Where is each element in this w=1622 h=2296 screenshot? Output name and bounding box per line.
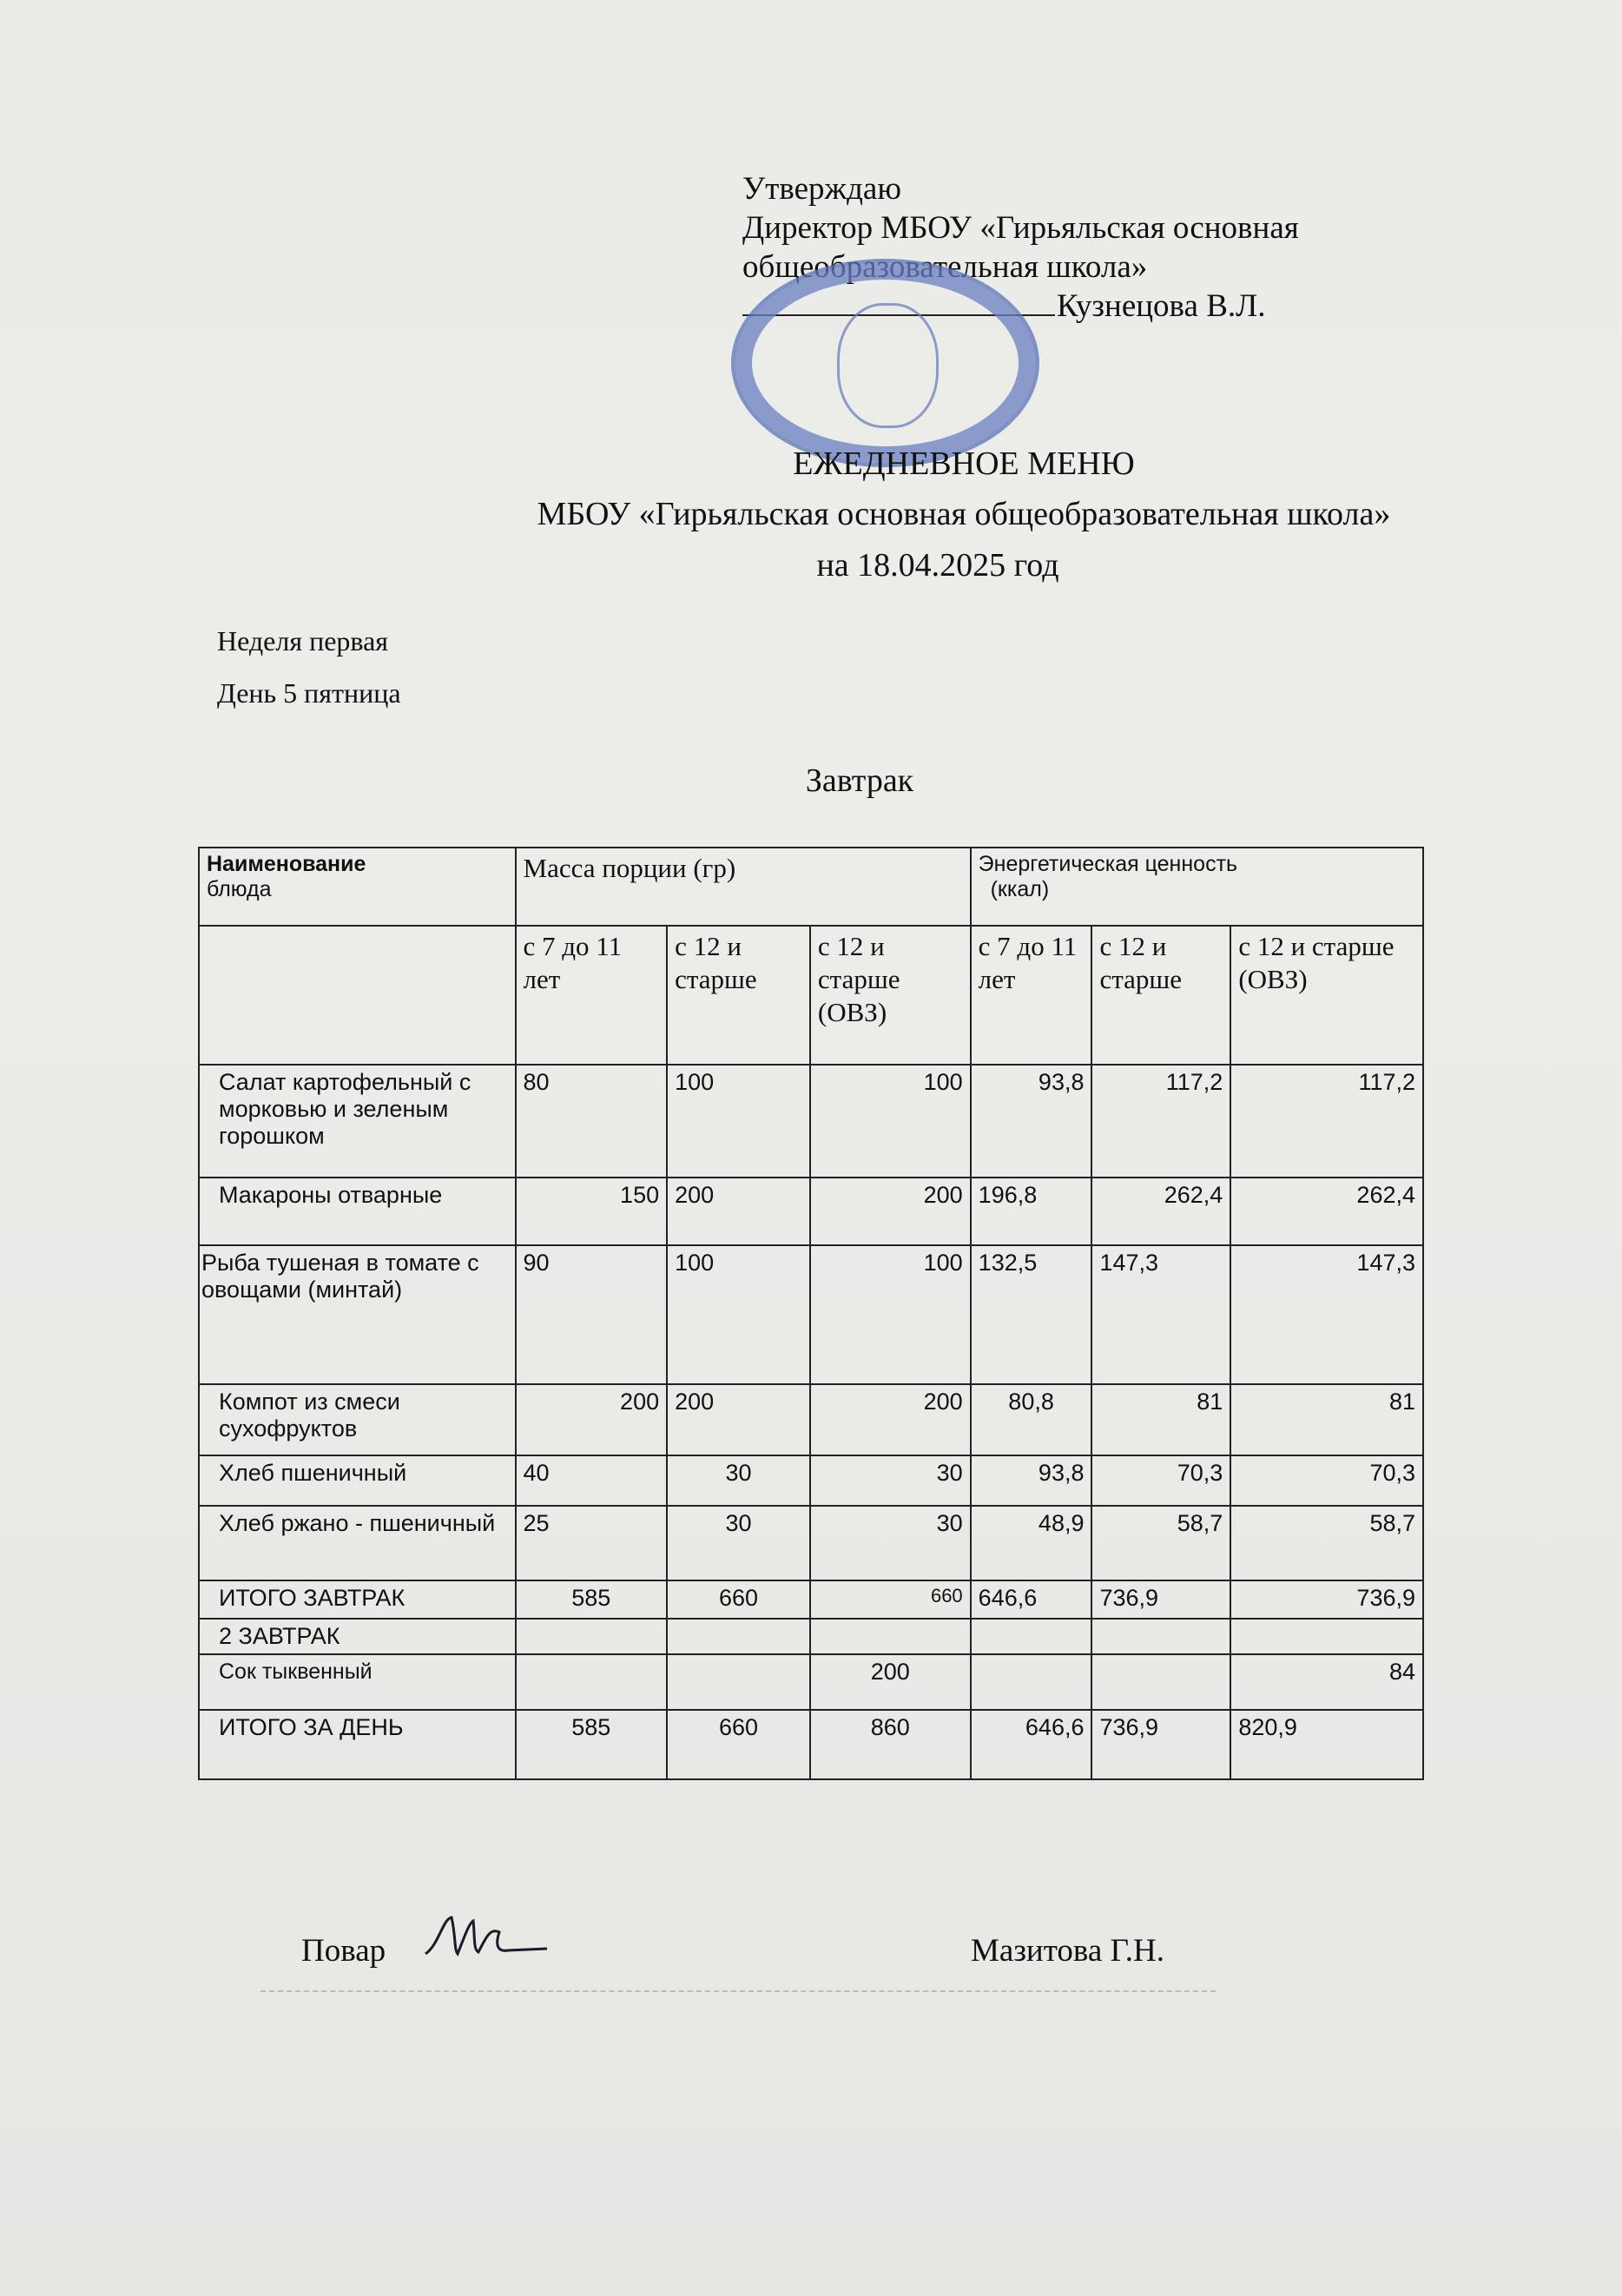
value-cell: 80,8 — [971, 1384, 1092, 1455]
week-label: Неделя первая — [217, 625, 388, 656]
doc-title: ЕЖЕДНЕВНОЕ МЕНЮ — [793, 445, 1135, 482]
value-cell: 48,9 — [971, 1506, 1092, 1580]
value-cell: 736,9 — [1230, 1580, 1423, 1619]
value-cell — [667, 1619, 810, 1654]
official-stamp — [731, 259, 1039, 467]
subheader-cell: с 12 и старше — [667, 926, 810, 1065]
menu-table — [198, 847, 1424, 1780]
value-cell: 147,3 — [1230, 1245, 1423, 1384]
value-cell: 100 — [810, 1245, 971, 1384]
value-cell: 200 — [810, 1178, 971, 1245]
table-row — [199, 1506, 1423, 1580]
value-cell: 30 — [810, 1455, 971, 1506]
table-row — [199, 1178, 1423, 1245]
value-cell: 84 — [1230, 1654, 1423, 1710]
dish-name: Хлеб ржано - пшеничный — [199, 1506, 516, 1580]
table-row — [199, 1065, 1423, 1178]
dish-name: Рыба тушеная в томате с овощами (минтай) — [199, 1245, 516, 1384]
value-cell — [516, 1619, 668, 1654]
day-label: День 5 пятница — [217, 677, 401, 709]
value-cell: 30 — [667, 1455, 810, 1506]
value-cell: 100 — [667, 1245, 810, 1384]
subheader-cell: с 12 и старше (ОВЗ) — [810, 926, 971, 1065]
value-cell: 100 — [810, 1065, 971, 1178]
table-subheader-row — [199, 926, 1423, 1065]
table-row — [199, 1654, 1423, 1710]
approval-line-3: общеобразовательная школа» — [742, 249, 1148, 285]
dish-name: Сок тыквенный — [199, 1654, 516, 1710]
table-row — [199, 1384, 1423, 1455]
value-cell: 150 — [516, 1178, 668, 1245]
value-cell: 93,8 — [971, 1455, 1092, 1506]
value-cell — [810, 1619, 971, 1654]
value-cell: 646,6 — [971, 1710, 1092, 1779]
value-cell — [1091, 1654, 1230, 1710]
value-cell — [1230, 1619, 1423, 1654]
value-cell: 736,9 — [1091, 1580, 1230, 1619]
value-cell: 81 — [1091, 1384, 1230, 1455]
table-row — [199, 1455, 1423, 1506]
value-cell: 117,2 — [1230, 1065, 1423, 1178]
table-row-second-breakfast — [199, 1619, 1423, 1654]
footer-rule — [260, 1990, 1216, 1992]
value-cell: 81 — [1230, 1384, 1423, 1455]
value-cell: 736,9 — [1091, 1710, 1230, 1779]
table-header-row — [199, 848, 1423, 926]
value-cell: 200 — [667, 1384, 810, 1455]
header-dish-name: Наименование блюда — [199, 848, 516, 926]
approval-line-1: Утверждаю — [742, 171, 901, 207]
value-cell: 70,3 — [1091, 1455, 1230, 1506]
value-cell: 196,8 — [971, 1178, 1092, 1245]
header-energy: Энергетическая ценность (ккал) — [971, 848, 1423, 926]
value-cell: 132,5 — [971, 1245, 1092, 1384]
value-cell: 147,3 — [1091, 1245, 1230, 1384]
value-cell: 100 — [667, 1065, 810, 1178]
value-cell — [971, 1619, 1092, 1654]
dish-name: ИТОГО ЗАВТРАК — [199, 1580, 516, 1619]
director-name: Кузнецова В.Л. — [1057, 288, 1266, 324]
value-cell: 660 — [667, 1710, 810, 1779]
value-cell: 585 — [516, 1710, 668, 1779]
value-cell: 30 — [810, 1506, 971, 1580]
value-cell: 90 — [516, 1245, 668, 1384]
subheader-cell: с 12 и старше — [1091, 926, 1230, 1065]
value-cell: 93,8 — [971, 1065, 1092, 1178]
value-cell: 58,7 — [1091, 1506, 1230, 1580]
cook-label: Повар — [301, 1933, 386, 1969]
value-cell: 262,4 — [1230, 1178, 1423, 1245]
dish-name: ИТОГО ЗА ДЕНЬ — [199, 1710, 516, 1779]
approval-line-2: Директор МБОУ «Гирьяльская основная — [742, 210, 1299, 246]
dish-name: Компот из смеси сухофруктов — [199, 1384, 516, 1455]
dish-name: 2 ЗАВТРАК — [199, 1619, 516, 1654]
value-cell — [1091, 1619, 1230, 1654]
stamp-inner-ring — [837, 303, 938, 428]
value-cell — [516, 1654, 668, 1710]
value-cell: 58,7 — [1230, 1506, 1423, 1580]
dish-name: Салат картофельный с морковью и зеленым горошком — [199, 1065, 516, 1178]
dish-name: Хлеб пшеничный — [199, 1455, 516, 1506]
cook-signature — [421, 1910, 551, 1963]
subheader-cell: с 7 до 11 лет — [516, 926, 668, 1065]
header-portion-mass: Масса порции (гр) — [516, 848, 971, 926]
subheader-cell: с 12 и старше (ОВЗ) — [1230, 926, 1423, 1065]
meal-heading: Завтрак — [805, 762, 914, 799]
value-cell: 40 — [516, 1455, 668, 1506]
subheader-empty — [199, 926, 516, 1065]
value-cell: 30 — [667, 1506, 810, 1580]
value-cell: 585 — [516, 1580, 668, 1619]
table-row — [199, 1245, 1423, 1384]
value-cell: 80 — [516, 1065, 668, 1178]
value-cell: 70,3 — [1230, 1455, 1423, 1506]
table-row-total-breakfast — [199, 1580, 1423, 1619]
value-cell: 262,4 — [1091, 1178, 1230, 1245]
value-cell: 820,9 — [1230, 1710, 1423, 1779]
value-cell: 660 — [667, 1580, 810, 1619]
value-cell — [667, 1654, 810, 1710]
subheader-cell: с 7 до 11 лет — [971, 926, 1092, 1065]
table-row-total-day — [199, 1710, 1423, 1779]
value-cell: 660 — [810, 1580, 971, 1619]
value-cell: 200 — [810, 1384, 971, 1455]
value-cell — [971, 1654, 1092, 1710]
value-cell: 200 — [516, 1384, 668, 1455]
doc-school: МБОУ «Гирьяльская основная общеобразовательная школа» — [537, 496, 1391, 532]
value-cell: 646,6 — [971, 1580, 1092, 1619]
value-cell: 117,2 — [1091, 1065, 1230, 1178]
value-cell: 25 — [516, 1506, 668, 1580]
doc-date: на 18.04.2025 год — [816, 547, 1059, 584]
value-cell: 200 — [667, 1178, 810, 1245]
dish-name: Макароны отварные — [199, 1178, 516, 1245]
value-cell: 860 — [810, 1710, 971, 1779]
cook-name: Мазитова Г.Н. — [971, 1933, 1165, 1969]
value-cell: 200 — [810, 1654, 971, 1710]
